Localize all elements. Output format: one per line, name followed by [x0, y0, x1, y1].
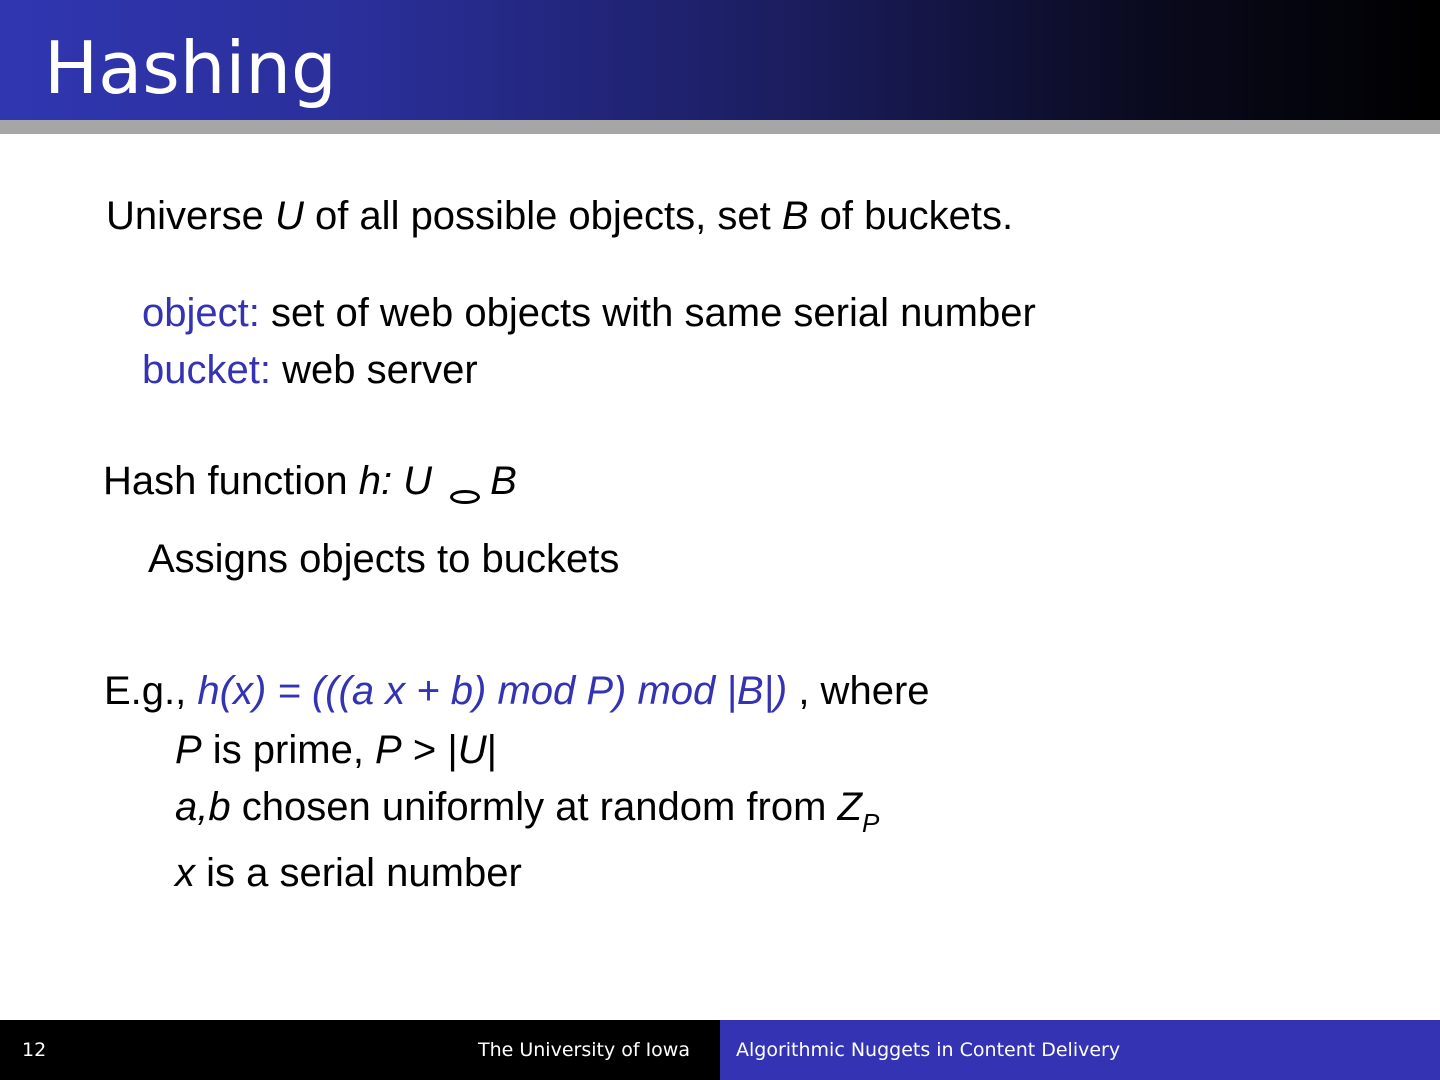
bucket-definition — [142, 346, 478, 394]
slide-x-a: x — [175, 851, 195, 895]
slide-prime-d: > | — [401, 728, 458, 772]
slide-prime-a: P — [175, 728, 202, 772]
object-text: set of web objects with same serial number — [259, 291, 1036, 335]
slide-prime-b: is prime, — [201, 728, 376, 772]
universe-text-3: of buckets. — [808, 194, 1014, 238]
universe-text: Universe — [106, 194, 275, 238]
slide-ab-d: P — [861, 808, 880, 838]
slide-footer — [0, 1020, 1440, 1080]
slide-prime-c: P — [375, 728, 402, 772]
universe-line — [106, 192, 1013, 240]
title-bar — [0, 0, 1440, 120]
hash-function-codomain: B — [490, 459, 517, 503]
hash-formula — [197, 669, 787, 713]
buckets-symbol: B — [781, 194, 809, 238]
institution-name: The University of Iowa — [477, 1039, 690, 1061]
maps-to-arrow-icon — [450, 490, 480, 504]
course-banner — [720, 1020, 1440, 1080]
example-prefix: E.g., — [104, 669, 198, 713]
slide-ab-a: a,b — [175, 785, 231, 829]
hash-formula-part-1: h(x) = (((a x + b) mod P) mod | — [197, 669, 737, 713]
assigns-line: Assigns objects to buckets — [148, 537, 620, 581]
bucket-text: web server — [270, 348, 478, 392]
universe-symbol: U — [274, 194, 304, 238]
hash-function-line — [103, 457, 517, 505]
slide-title: Hashing — [44, 26, 337, 110]
slide-prime-e: U — [457, 728, 487, 772]
universe-text-2: of all possible objects, set — [303, 194, 782, 238]
hash-formula-part-2: B — [736, 669, 764, 713]
x-condition — [175, 849, 522, 897]
ab-condition — [175, 783, 880, 838]
slide-ab-b: chosen uniformly at random from — [230, 785, 838, 829]
prime-condition — [175, 726, 497, 774]
example-line — [104, 667, 930, 715]
hash-function-domain: h: U — [358, 459, 433, 503]
object-definition — [142, 289, 1036, 337]
example-suffix: , where — [787, 669, 930, 713]
bucket-label: bucket: — [142, 348, 271, 392]
hash-formula-part-3: |) — [763, 669, 788, 713]
slide-prime-f: | — [486, 728, 497, 772]
object-label: object: — [142, 291, 260, 335]
title-divider — [0, 120, 1440, 134]
slide-ab-c: Z — [837, 785, 862, 829]
page-number: 12 — [22, 1039, 47, 1061]
course-title: Algorithmic Nuggets in Content Delivery — [736, 1039, 1121, 1061]
hash-function-text: Hash function — [103, 459, 359, 503]
slide-x-b: is a serial number — [195, 851, 522, 895]
